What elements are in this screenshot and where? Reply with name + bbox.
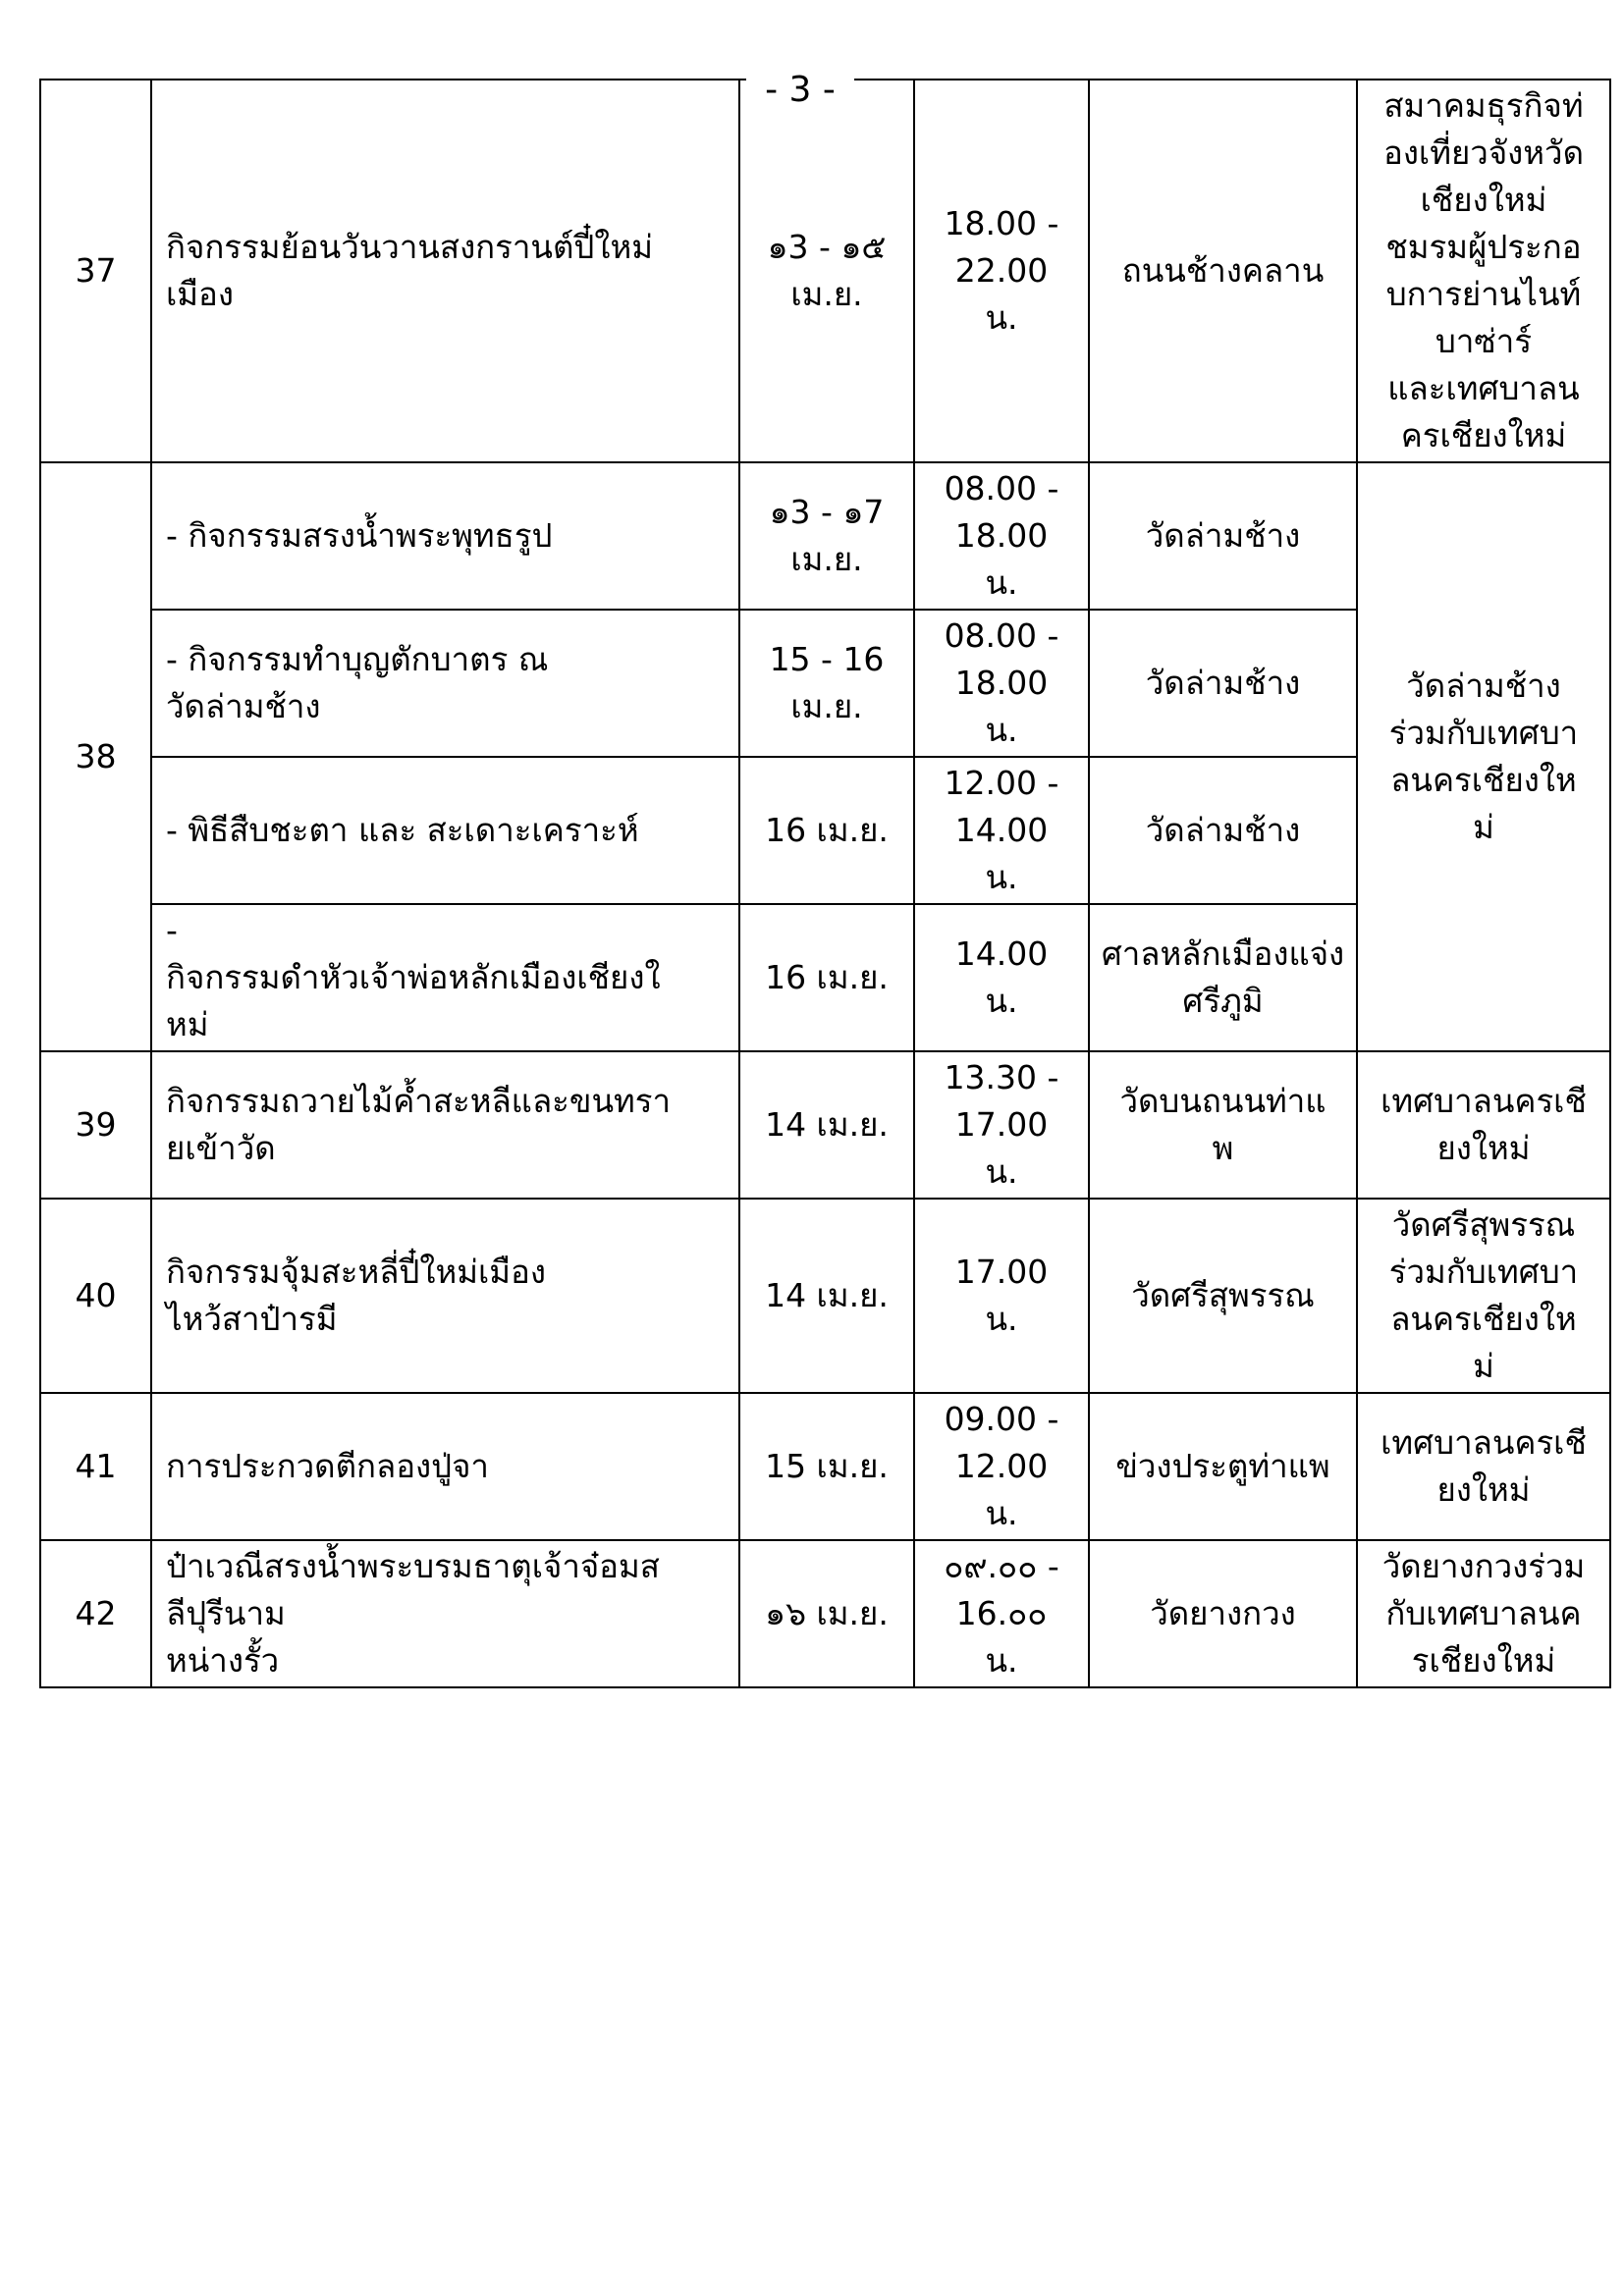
date-cell: [739, 1051, 914, 1199]
place-cell: [1089, 1540, 1357, 1687]
place-cell-line: ศรีภูมิ: [1182, 982, 1264, 1020]
time-cell-line: 18.00 -: [944, 204, 1059, 242]
item-number: 39: [40, 1051, 151, 1199]
organizer-cell-line: เชียงใหม่: [1420, 181, 1547, 219]
time-cell: [914, 1199, 1089, 1393]
time-cell-line: น.: [985, 982, 1018, 1020]
table-row: [40, 80, 1610, 462]
activity-cell-line: ลีปุรีนาม: [166, 1594, 286, 1632]
organizer-cell: [1357, 1199, 1610, 1393]
place-cell-line: ถนนช้างคลาน: [1121, 251, 1325, 290]
organizer-cell-line: ร่วมกับเทศบา: [1388, 1253, 1579, 1291]
organizer-cell: [1357, 1540, 1610, 1687]
table-row: [40, 1051, 1610, 1199]
activity-cell-line: ป๋าเวณีสรงน้ำพระบรมธาตุเจ้าจ๋อมส: [166, 1547, 660, 1585]
date-cell: [739, 1199, 914, 1393]
place-cell-line: วัดล่ามช้าง: [1145, 811, 1301, 849]
date-cell: [739, 80, 914, 462]
page-number: - 3 -: [746, 71, 854, 110]
organizer-cell: [1357, 1393, 1610, 1540]
time-cell: [914, 80, 1089, 462]
time-cell-line: 08.00 -: [944, 469, 1059, 507]
time-cell-line: 09.00 -: [944, 1400, 1059, 1438]
organizer-cell-line: ลนครเชียงให: [1390, 1300, 1577, 1338]
time-cell-line: 17.00: [954, 1105, 1049, 1144]
activity-cell-line: กิจกรรมดำหัวเจ้าพ่อหลักเมืองเชียงใ: [166, 958, 661, 996]
activity-cell-line: เมือง: [166, 275, 234, 313]
schedule-table: [39, 79, 1611, 1688]
date-cell-line: เม.ย.: [790, 687, 863, 725]
date-cell: [739, 1393, 914, 1540]
organizer-cell-line: เทศบาลนครเชี: [1380, 1423, 1587, 1462]
place-cell: [1089, 610, 1357, 757]
organizer-cell-line: ยงใหม่: [1436, 1470, 1531, 1509]
time-cell-line: น.: [985, 711, 1018, 749]
place-cell: [1089, 757, 1357, 904]
activity-cell: [151, 1199, 739, 1393]
date-cell: [739, 1540, 914, 1687]
activity-cell-line: วัดล่ามช้าง: [166, 687, 321, 725]
date-cell-line: 16 เม.ย.: [765, 958, 889, 996]
activity-cell-line: - กิจกรรมทำบุญตักบาตร ณ: [166, 640, 549, 678]
organizer-cell-line: วัดยางกวงร่วม: [1381, 1547, 1586, 1585]
organizer-cell-line: ชมรมผู้ประกอ: [1385, 228, 1582, 266]
table-row: [40, 462, 1610, 610]
organizer-cell-line: ม่: [1473, 1347, 1494, 1385]
place-cell-line: วัดศรีสุพรรณ: [1131, 1276, 1315, 1314]
time-cell-line: น.: [985, 1300, 1018, 1338]
date-cell-line: 16 เม.ย.: [765, 811, 889, 849]
table-row: [40, 1540, 1610, 1687]
item-number: 42: [40, 1540, 151, 1687]
place-cell: [1089, 904, 1357, 1051]
activity-cell: [151, 1540, 739, 1687]
activity-cell-line: การประกวดตีกลองปู่จา: [166, 1447, 489, 1485]
time-cell-line: น.: [985, 563, 1018, 602]
activity-cell: [151, 80, 739, 462]
date-cell-line: ๑3 - ๑๕: [767, 228, 887, 266]
date-cell-line: ๑๖ เม.ย.: [765, 1594, 889, 1632]
time-cell: [914, 757, 1089, 904]
organizer-cell-line: ลนครเชียงให: [1390, 761, 1577, 799]
date-cell-line: เม.ย.: [790, 540, 863, 578]
time-cell-line: 16.๐๐: [955, 1594, 1048, 1632]
activity-cell-line: ไหว้สาป๋ารมี: [166, 1300, 338, 1338]
time-cell-line: 14.00: [954, 811, 1049, 849]
table-row: [40, 1393, 1610, 1540]
organizer-cell-line: วัดศรีสุพรรณ: [1391, 1205, 1576, 1244]
organizer-cell: [1357, 462, 1610, 1051]
activity-cell-line: ยเข้าวัด: [166, 1129, 276, 1167]
activity-cell-line: กิจกรรมจุ้มสะหลี่ปี๋ใหม่เมือง: [166, 1253, 546, 1291]
time-cell-line: น.: [985, 858, 1018, 896]
time-cell-line: 18.00: [954, 516, 1049, 555]
date-cell-line: เม.ย.: [790, 275, 863, 313]
activity-cell-line: หน่างรั้ว: [166, 1641, 280, 1680]
time-cell-line: น.: [985, 1494, 1018, 1532]
activity-cell-line: หม่: [166, 1005, 209, 1043]
table-row: [40, 1199, 1610, 1393]
time-cell-line: 08.00 -: [944, 616, 1059, 655]
organizer-cell-line: ม่: [1473, 808, 1494, 846]
time-cell-line: 12.00: [954, 1447, 1049, 1485]
item-number: 37: [40, 80, 151, 462]
place-cell-line: วัดล่ามช้าง: [1145, 664, 1301, 702]
organizer-cell-line: และเทศบาลน: [1387, 369, 1580, 407]
place-cell: [1089, 1393, 1357, 1540]
organizer-cell-line: กับเทศบาลนค: [1385, 1594, 1582, 1632]
schedule-table-body: [40, 80, 1610, 1687]
date-cell-line: ๑3 - ๑7: [769, 493, 885, 531]
activity-cell-line: กิจกรรมย้อนวันวานสงกรานต์ปี๋ใหม่: [166, 228, 653, 266]
activity-cell: [151, 757, 739, 904]
time-cell: [914, 1051, 1089, 1199]
organizer-cell-line: วัดล่ามช้าง: [1406, 667, 1561, 705]
activity-cell: [151, 1051, 739, 1199]
activity-cell-line: -: [166, 911, 178, 949]
activity-cell-line: - กิจกรรมสรงน้ำพระพุทธรูป: [166, 516, 553, 555]
organizer-cell-line: ยงใหม่: [1436, 1129, 1531, 1167]
item-number: 40: [40, 1199, 151, 1393]
item-number: 38: [40, 462, 151, 1051]
organizer-cell-line: บการย่านไนท์: [1385, 275, 1582, 313]
activity-cell: [151, 1393, 739, 1540]
place-cell: [1089, 1199, 1357, 1393]
time-cell-line: น.: [985, 1152, 1018, 1191]
organizer-cell-line: องเที่ยวจังหวัด: [1383, 133, 1584, 172]
place-cell: [1089, 462, 1357, 610]
time-cell: [914, 1540, 1089, 1687]
time-cell-line: 12.00 -: [944, 764, 1059, 802]
time-cell-line: น.: [985, 298, 1018, 337]
date-cell-line: 15 - 16: [769, 640, 885, 678]
time-cell: [914, 610, 1089, 757]
activity-cell-line: กิจกรรมถวายไม้ค้ำสะหลีและขนทรา: [166, 1082, 672, 1120]
activity-cell: [151, 904, 739, 1051]
time-cell: [914, 462, 1089, 610]
place-cell-line: วัดล่ามช้าง: [1145, 516, 1301, 555]
date-cell-line: 15 เม.ย.: [765, 1447, 889, 1485]
activity-cell-line: - พิธีสืบชะตา และ สะเดาะเคราะห์: [166, 811, 639, 849]
organizer-cell-line: รเชียงใหม่: [1411, 1641, 1556, 1680]
date-cell-line: 14 เม.ย.: [765, 1276, 889, 1314]
time-cell-line: 13.30 -: [944, 1058, 1059, 1096]
place-cell-line: วัดบนถนนท่าแ: [1119, 1082, 1326, 1120]
organizer-cell: [1357, 1051, 1610, 1199]
time-cell: [914, 1393, 1089, 1540]
place-cell-line: พ: [1212, 1129, 1234, 1167]
organizer-cell-line: ร่วมกับเทศบา: [1388, 714, 1579, 752]
activity-cell: [151, 462, 739, 610]
time-cell-line: ๐๙.๐๐ -: [944, 1547, 1059, 1585]
organizer-cell-line: ครเชียงใหม่: [1400, 416, 1567, 454]
date-cell-line: 14 เม.ย.: [765, 1105, 889, 1144]
place-cell-line: วัดยางกวง: [1150, 1594, 1296, 1632]
item-number: 41: [40, 1393, 151, 1540]
time-cell-line: น.: [985, 1641, 1018, 1680]
date-cell: [739, 904, 914, 1051]
time-cell: [914, 904, 1089, 1051]
activity-cell: [151, 610, 739, 757]
place-cell: [1089, 1051, 1357, 1199]
date-cell: [739, 757, 914, 904]
date-cell: [739, 610, 914, 757]
time-cell-line: 22.00: [954, 251, 1049, 290]
place-cell-line: ศาลหลักเมืองแจ่ง: [1101, 934, 1345, 973]
organizer-cell-line: บาซ่าร์: [1435, 322, 1533, 360]
organizer-cell: [1357, 80, 1610, 462]
organizer-cell-line: สมาคมธุรกิจท่: [1383, 86, 1584, 125]
time-cell-line: 18.00: [954, 664, 1049, 702]
place-cell-line: ข่วงประตูท่าแพ: [1115, 1447, 1330, 1485]
time-cell-line: 17.00: [954, 1253, 1049, 1291]
organizer-cell-line: เทศบาลนครเชี: [1380, 1082, 1587, 1120]
date-cell: [739, 462, 914, 610]
place-cell: [1089, 80, 1357, 462]
time-cell-line: 14.00: [954, 934, 1049, 973]
